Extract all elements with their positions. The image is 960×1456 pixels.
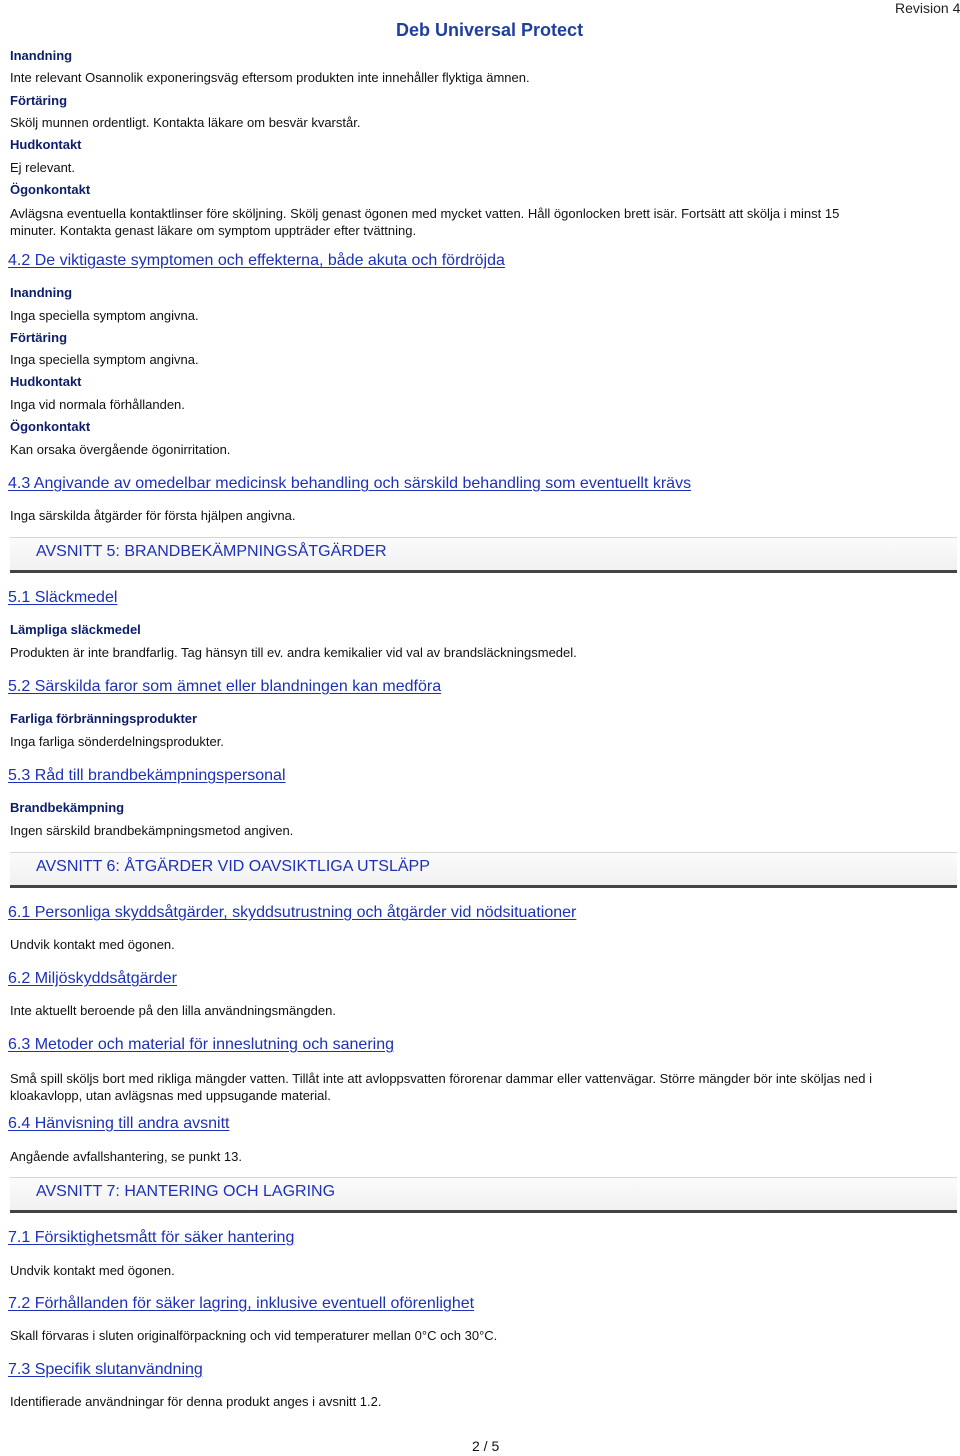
section-5-1-heading: 5.1 Släckmedel (8, 589, 118, 606)
section-7-2-text: Skall förvaras i sluten originalförpackning och vid temperaturer mellan 0°C och 30°C. (10, 1328, 498, 1343)
skin-contact-label: Hudkontakt (10, 374, 82, 389)
revision-label: Revision 4 (895, 0, 960, 16)
ingestion-label: Förtäring (10, 330, 68, 345)
section-7-1-heading: 7.1 Försiktighetsmått för säker hantering (8, 1229, 295, 1246)
section-7-1-text: Undvik kontakt med ögonen. (10, 1263, 175, 1278)
combustion-products-text: Inga farliga sönderdelningsprodukter. (10, 734, 224, 749)
section-6-1-text: Undvik kontakt med ögonen. (10, 937, 175, 952)
combustion-products-label: Farliga förbränningsprodukter (10, 711, 198, 726)
eye-contact-label: Ögonkontakt (10, 419, 91, 434)
section-6-band (10, 852, 957, 888)
section-5-3-heading: 5.3 Råd till brandbekämpningspersonal (8, 767, 286, 784)
extinguishing-media-label: Lämpliga släckmedel (10, 622, 141, 637)
section-6-title: AVSNITT 6: ÅTGÄRDER VID OAVSIKTLIGA UTSLÄPP (36, 858, 430, 875)
skin-contact-label: Hudkontakt (10, 137, 82, 152)
page-number: 2 / 5 (472, 1438, 500, 1454)
skin-contact-text: Ej relevant. (10, 160, 76, 175)
section-6-3-text: Små spill sköljs bort med rikliga mängder vatten. Tillåt inte att avloppsvatten förorenar dammar eller vattenvägar. Större mängder bör inte sköljas ned i kloakavlopp, utan avlägsnas med uppsugande material. (10, 1071, 873, 1103)
eye-contact-label: Ögonkontakt (10, 182, 91, 197)
inhalation-label: Inandning (10, 285, 73, 300)
inhalation-label: Inandning (10, 48, 73, 63)
section-6-2-heading: 6.2 Miljöskyddsåtgärder (8, 970, 177, 987)
ingestion-label: Förtäring (10, 93, 68, 108)
section-6-3-heading: 6.3 Metoder och material för inneslutning och sanering (8, 1036, 394, 1053)
section-6-4-text: Angående avfallshantering, se punkt 13. (10, 1149, 243, 1164)
skin-contact-text: Inga vid normala förhållanden. (10, 397, 185, 412)
section-7-2-heading: 7.2 Förhållanden för säker lagring, inklusive eventuell oförenlighet (8, 1295, 475, 1312)
inhalation-text: Inga speciella symptom angivna. (10, 308, 199, 323)
section-7-3-text: Identifierade användningar för denna produkt anges i avsnitt 1.2. (10, 1394, 382, 1409)
section-6-2-text: Inte aktuellt beroende på den lilla användningsmängden. (10, 1003, 336, 1018)
section-4-3-heading: 4.3 Angivande av omedelbar medicinsk behandling och särskild behandling som eventuellt krävs (8, 475, 692, 492)
section-4-3-text: Inga särskilda åtgärder för första hjälpen angivna. (10, 508, 296, 523)
section-7-title: AVSNITT 7: HANTERING OCH LAGRING (36, 1183, 336, 1200)
section-5-band (10, 537, 957, 573)
ingestion-text: Skölj munnen ordentligt. Kontakta läkare om besvär kvarstår. (10, 115, 361, 130)
extinguishing-media-text: Produkten är inte brandfarlig. Tag hänsyn till ev. andra kemikalier vid val av brandsläckningsmedel. (10, 645, 577, 660)
firefighting-label: Brandbekämpning (10, 800, 125, 815)
section-6-1-heading: 6.1 Personliga skyddsåtgärder, skyddsutrustning och åtgärder vid nödsituationer (8, 904, 577, 921)
eye-contact-text: Kan orsaka övergående ögonirritation. (10, 442, 231, 457)
firefighting-text: Ingen särskild brandbekämpningsmetod angiven. (10, 823, 294, 838)
section-6-4-heading: 6.4 Hänvisning till andra avsnitt (8, 1115, 230, 1132)
ingestion-text: Inga speciella symptom angivna. (10, 352, 199, 367)
inhalation-text: Inte relevant Osannolik exponeringsväg eftersom produkten inte innehåller flyktiga ämnen. (10, 70, 530, 85)
eye-contact-text: Avlägsna eventuella kontaktlinser före sköljning. Skölj genast ögonen med mycket vatten. Håll ögonlocken brett isär. Fortsätt att skölja i minst 15 minuter. Kontakta genast läkare om symptom uppträder efter tvättning. (10, 206, 840, 238)
section-5-title: AVSNITT 5: BRANDBEKÄMPNINGSÅTGÄRDER (36, 543, 387, 560)
section-7-3-heading: 7.3 Specifik slutanvändning (8, 1361, 203, 1378)
section-7-band (10, 1177, 957, 1213)
section-4-2-heading: 4.2 De viktigaste symptomen och effekterna, både akuta och fördröjda (8, 252, 505, 269)
document-title: Deb Universal Protect (396, 20, 584, 40)
section-5-2-heading: 5.2 Särskilda faror som ämnet eller blandningen kan medföra (8, 678, 442, 695)
